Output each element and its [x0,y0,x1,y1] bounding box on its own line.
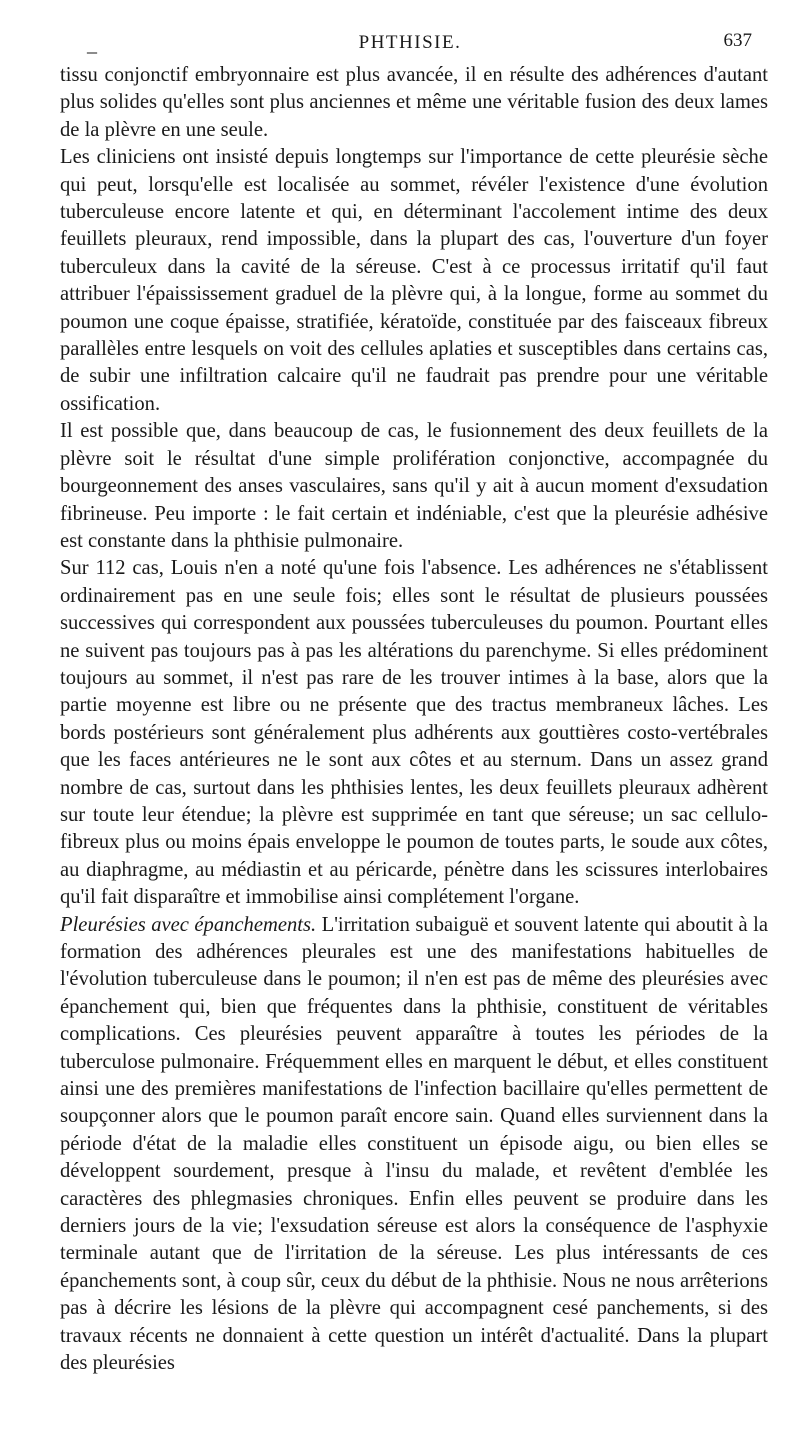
body-text [60,62,768,1378]
header-mark: _ [87,34,97,56]
paragraph-text: Il est possible que, dans beaucoup de cas, le fusionnement des deux feuillets de la plèvre soit le résultat d'une simple prolifération conjonctive, accompagnée du bourgeonnement des anses vasculaires, sans qu'il y ait à aucun moment d'exsudation fibrineuse. Peu importe : le fait certain et indéniable, c'est que la pleurésie adhésive est constante dans la phthisie pulmonaire. [60,420,768,552]
paragraph-3 [60,418,768,555]
running-title: PHTHISIE. [358,32,462,53]
paragraph-1 [60,62,768,144]
section-heading-pleuresies: Pleurésies avec épanchements. [60,913,317,936]
paragraph-4 [60,555,768,911]
paragraph-text: Sur 112 cas, Louis n'en a noté qu'une fois l'absence. Les adhérences ne s'établissent ordinairement pas en une seule fois; elles sont le résultat de plusieurs poussées successives qui correspondent aux poussées tuberculeuses du poumon. Pourtant elles ne suivent pas toujours pas à pas les altérations du parenchyme. Si elles prédominent toujours au sommet, il n'est pas rare de les trouver intimes à la base, alors que la partie moyenne est libre ou ne présente que des tractus membraneux lâches. Les bords postérieurs sont généralement plus adhérents aux gouttières costo-vertébrales que les faces antérieures ne le sont aux côtes et au sternum. Dans un assez grand nombre de cas, surtout dans les phthisies lentes, les deux feuillets pleuraux adhèrent sur toute leur étendue; la plèvre est supprimée en tant que séreuse; un sac cellulo-fibreux plus ou moins épais enveloppe le poumon de toutes parts, le soude aux côtes, au diaphragme, au médiastin et au péricarde, pénètre dans les scissures interlobaires qu'il fait disparaître et immobilise ainsi complétement l'organe. [60,557,768,909]
paragraph-5 [60,912,768,1378]
scan-artifact [60,1408,760,1418]
running-header [60,30,760,58]
paragraph-text: L'irritation subaiguë et souvent latente qui aboutit à la formation des adhérences pleurales est une des manifestations habituelles de l'évolution tuberculeuse dans le poumon; il n'en est pas de même des pleurésies avec épanchement qui, bien que fréquentes dans la phthisie, constituent de véritables complications. Ces pleurésies peuvent apparaître à toutes les périodes de la tuberculose pulmonaire. Fréquemment elles en marquent le début, et elles constituent ainsi une des premières manifestations de l'infection bacillaire qu'elles permettent de soupçonner alors que le poumon paraît encore sain. Quand elles surviennent dans la période d'état de la maladie elles constituent un épisode aigu, ou bien elles se développent sourdement, presque à l'insu du malade, et revêtent d'emblée les caractères des phlegmasies chroniques. Enfin elles peuvent se produire dans les derniers jours de la vie; l'exsudation séreuse est alors la conséquence de l'asphyxie terminale autant que de l'irritation de la séreuse. Les plus intéressants de ces épanchements sont, à coup sûr, ceux du début de la phthisie. Nous ne nous arrêterions pas à décrire les lésions de la plèvre qui accompagnent cesé panchements, si des travaux récents ne donnaient à cette question un intérêt d'actualité. Dans la plupart des pleurésies [60,913,768,1375]
page-number: 637 [723,30,752,51]
paragraph-2 [60,144,768,418]
paragraph-text: Les cliniciens ont insisté depuis longtemps sur l'importance de cette pleurésie sèche qui peut, lorsqu'elle est localisée au sommet, révéler l'existence d'une évolution tuberculeuse encore latente et qui, en déterminant l'accolement intime des deux feuillets pleuraux, rend impossible, dans la plupart des cas, l'ouverture d'un foyer tuberculeux dans la cavité de la séreuse. C'est à ce processus irritatif qu'il faut attribuer l'épaississement graduel de la plèvre qui, à la longue, forme au sommet du poumon une coque épaisse, stratifiée, kératoïde, constituée par des faisceaux fibreux parallèles entre lesquels on voit des cellules aplaties et susceptibles dans certains cas, de subir une infiltration calcaire qu'il ne faudrait pas prendre pour une véritable ossification. [60,146,768,415]
paragraph-text: tissu conjonctif embryonnaire est plus avancée, il en résulte des adhérences d'autant plus solides qu'elles sont plus anciennes et même une véritable fusion des deux lames de la plèvre en une seule. [60,64,768,141]
